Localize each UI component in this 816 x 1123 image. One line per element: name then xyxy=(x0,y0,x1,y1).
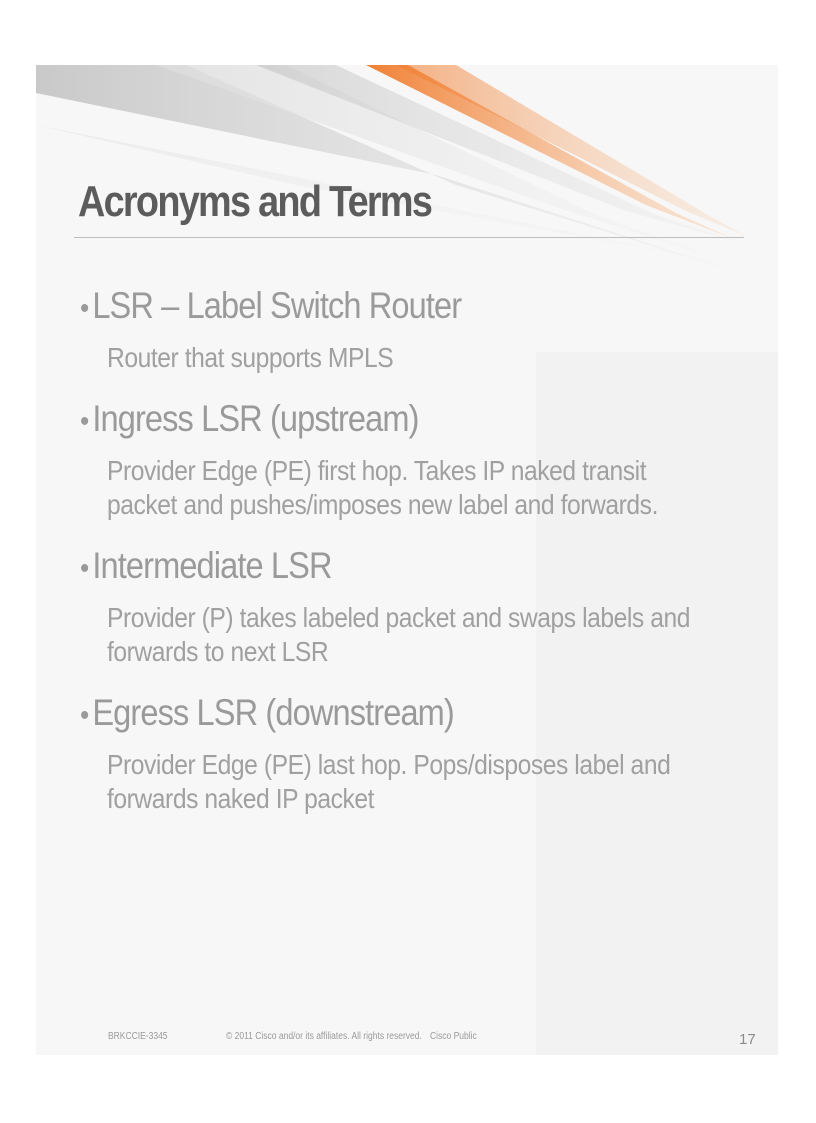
title-divider xyxy=(74,237,744,238)
bullet-item xyxy=(80,396,740,522)
footer-session-code: BRKCCIE-3345 xyxy=(108,1031,168,1042)
bullet-dot: • xyxy=(80,699,89,732)
slide-title: Acronyms and Terms xyxy=(78,177,432,226)
term-text: Ingress LSR (upstream) xyxy=(92,398,419,439)
bullet-description: Provider (P) takes labeled packet and swaps labels and forwards to next LSR xyxy=(107,602,690,667)
footer-copyright: © 2011 Cisco and/or its affiliates. All rights reserved. xyxy=(226,1031,422,1042)
footer-classification: Cisco Public xyxy=(430,1031,477,1042)
bullet-item xyxy=(80,690,740,816)
bullet-item xyxy=(80,283,740,375)
bullet-dot: • xyxy=(80,405,89,438)
bullet-term xyxy=(80,690,661,739)
page-number: 17 xyxy=(739,1031,756,1048)
bullet-item xyxy=(80,543,740,669)
bullet-description: Provider Edge (PE) first hop. Takes IP naked transit packet and pushes/imposes new label and forwards. xyxy=(107,455,658,520)
term-text: Egress LSR (downstream) xyxy=(92,692,454,733)
bullet-list xyxy=(80,283,740,837)
bullet-description: Provider Edge (PE) last hop. Pops/disposes label and forwards naked IP packet xyxy=(107,749,671,814)
bullet-term xyxy=(80,396,661,445)
bullet-description: Router that supports MPLS xyxy=(107,342,394,373)
term-text: LSR – Label Switch Router xyxy=(92,285,462,326)
bullet-term xyxy=(80,543,661,592)
bullet-dot: • xyxy=(80,552,89,585)
slide xyxy=(36,65,778,1055)
term-text: Intermediate LSR xyxy=(92,545,332,586)
bullet-term xyxy=(80,283,661,332)
bullet-dot: • xyxy=(80,292,89,325)
